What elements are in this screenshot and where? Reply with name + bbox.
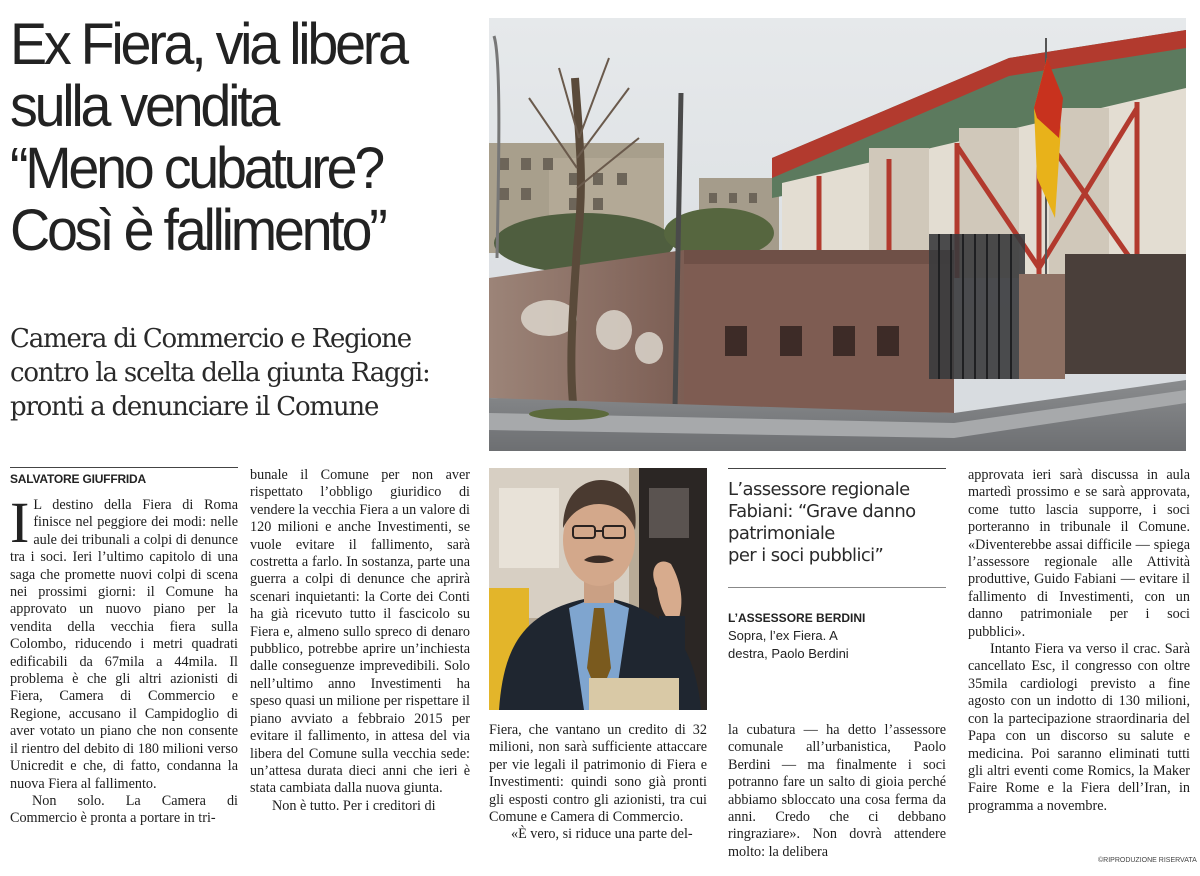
article-column-2 <box>250 467 470 862</box>
subheadline-line: contro la scelta della giunta Raggi: <box>10 358 430 388</box>
article-column-4 <box>728 722 946 862</box>
fiera-building-illustration <box>489 18 1186 451</box>
caption-text <box>728 627 946 663</box>
paragraph: Intanto Fiera va verso il crac. Sarà cancellato Esc, il congresso con oltre 35mila cardiologi previsto a fine agosto con un indotto di 130 milioni, con la partecipazione straordinaria del Papa con un discorso su salute e medicina. Poi saranno eliminati tutti gli altri eventi come Romics, la Maker Faire Rome e la Fiera dell’Iran, in programma a novembre. <box>968 641 1190 814</box>
subheadline-line: Camera di Commercio e Regione <box>10 324 411 354</box>
paragraph: «È vero, si riduce una parte del- <box>511 826 693 843</box>
paragraph: la cubatura — ha detto l’assessore comunale all’urbanistica, Paolo Berdini — ma finalmente i soci potranno fare un salto di gioia perché abbiamo sbloccato una cosa ferma da anni. Credo che ci debbano ringraziare». Non dovrà attendere molto: la delibera <box>728 722 946 860</box>
dropcap: I <box>10 497 30 555</box>
paolo-berdini-photo <box>489 468 707 710</box>
pull-quote-divider <box>728 587 946 588</box>
caption-line: Sopra, l’ex Fiera. A <box>728 628 838 643</box>
paragraph: Fiera, che vantano un credito di 32 milioni, non sarà sufficiente attaccare per vie legali il patrimonio di Fiera e Investimenti: quindi sono già pronti gli esposti contro gli azionisti, tra cui Comune e Camera di Commercio. <box>489 722 707 826</box>
fiera-building-photo <box>489 18 1186 451</box>
article-column-1 <box>10 497 238 862</box>
paragraph: bunale il Comune per non aver rispettato l’obbligo giuridico di vendere la vecchia Fiera a un valore di 120 milioni e anche Investimenti, se vuole evitare il fallimento, sarà costretta a farlo. In sostanza, parte una guerra a colpi di denunce che aprirà scenari inquietanti: la Corte dei Conti ha già ricevuto tutto il fascicolo su Fiera e, almeno sullo spreco di denaro pubblico, potrebbe aprire un’inchiesta dalle conseguenze imprevedibili. Solo nell’ultimo anno Investimenti ha speso quasi un milione per rispettare il piano avviato a febbraio 2015 per evitare il fallimento, in attesa del via libera del Comune sulla vecchia sede: un’attesa durata dieci anni che ieri è stata cambiata dalla nuova giunta. <box>250 467 470 797</box>
headline-line: “Meno cubature? <box>10 136 382 201</box>
headline-line: Ex Fiera, via libera <box>10 12 406 77</box>
copyright-notice: ©RIPRODUZIONE RISERVATA <box>1098 857 1197 864</box>
paragraph: approvata ieri sarà discussa in aula martedì prossimo e se sarà approvata, come tutto lascia supporre, i soci porteranno in tribunale il Comune. «Diventerebbe assai difficile — spiega l’assessore regionale alle Attività produttive, Guido Fabiani — evitare il fallimento di Investimenti, con un danno patrimoniale per i soci pubblici». <box>968 467 1190 640</box>
article-column-3 <box>489 722 707 862</box>
headline-line: sulla vendita <box>10 74 278 139</box>
subheadline-line: pronti a denunciare il Comune <box>10 392 379 422</box>
pull-quote-line: Fabiani: “Grave danno <box>728 501 916 522</box>
pull-quote-line: per i soci pubblici” <box>728 545 884 566</box>
pull-quote-line: L’assessore regionale <box>728 479 910 500</box>
pull-quote-line: patrimoniale <box>728 523 835 544</box>
pull-quote <box>728 468 946 567</box>
paragraph: Non è tutto. Per i creditori di <box>272 797 436 814</box>
byline: SALVATORE GIUFFRIDA <box>10 467 238 486</box>
subheadline <box>10 322 480 424</box>
paragraph: Non solo. La Camera di Commercio è pronta a portare in tri- <box>10 792 238 827</box>
caption-title: L’ASSESSORE BERDINI <box>728 611 866 625</box>
headline <box>10 14 461 262</box>
paragraph: L destino della Fiera di Roma finisce nel peggiore dei modi: nelle aule dei tribunali a colpi di denunce tra i soci. Ieri l’ultimo capitolo di una saga che promette nuovi colpi di scena nei prossimi giorni: il Comune ha approvato un nuovo piano per la vendita della vecchia fiera sulla Colombo, riducendo i metri quadrati edificabili da 67mila a 44mila. Il problema è che gli altri azionisti di Fiera, Camera di Commercio e Regione, accusano il Campidoglio di aver votato un piano che non consente il rientro del debito di 180 milioni verso Unicredit e che, di fatto, condanna la nuova Fiera al fallimento. <box>10 497 238 792</box>
headline-line: Così è fallimento” <box>10 198 385 263</box>
article-column-5 <box>968 467 1190 855</box>
caption-line: destra, Paolo Berdini <box>728 646 849 661</box>
person-illustration <box>489 468 707 710</box>
